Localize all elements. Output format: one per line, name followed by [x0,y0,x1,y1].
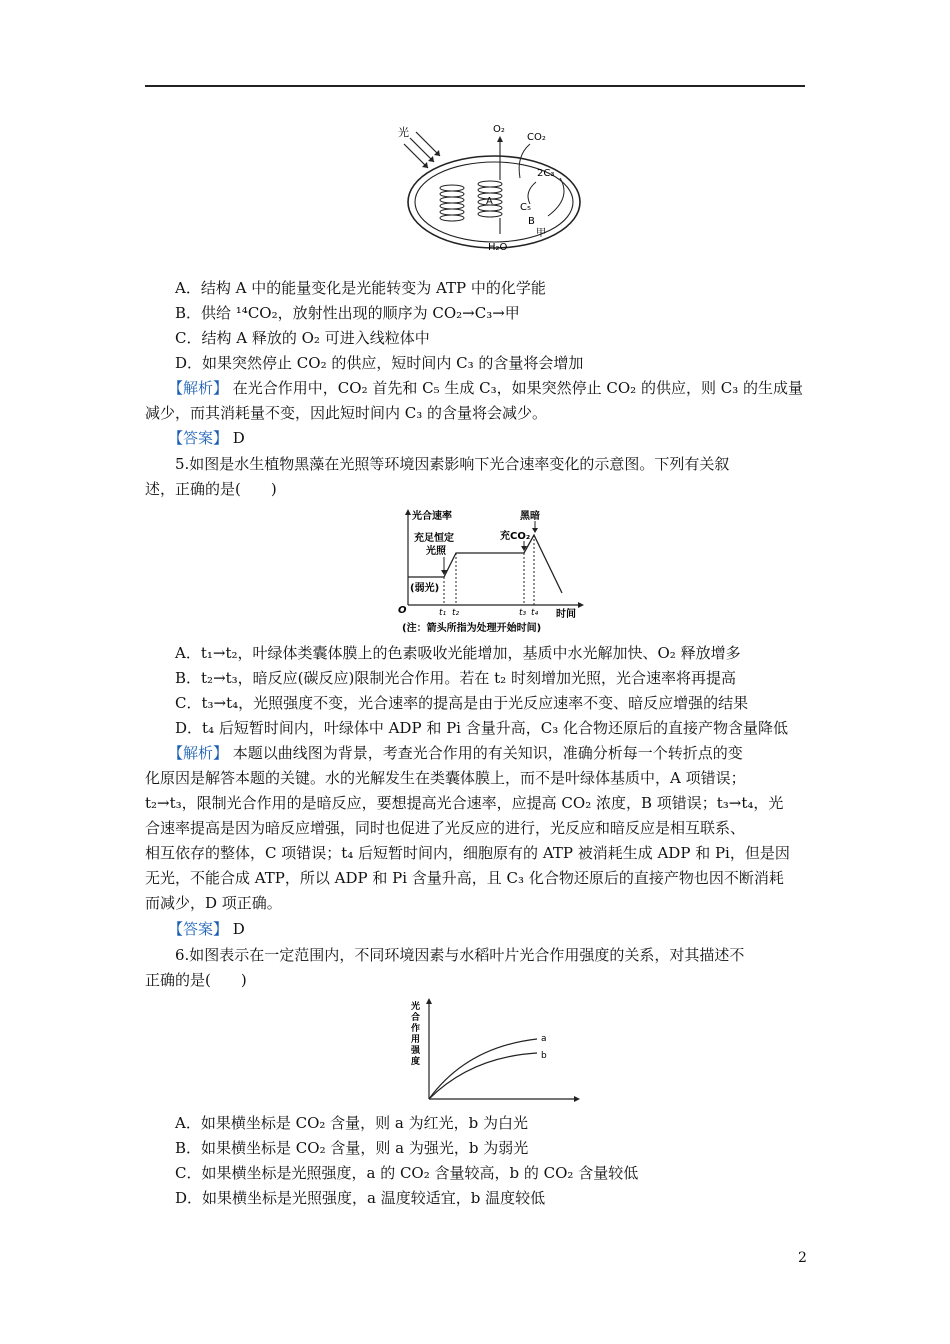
q6-option-b: B．如果横坐标是 CO₂ 含量，则 a 为强光，b 为弱光 [175,1139,529,1157]
page-number: 2 [798,1250,807,1266]
q5-ylabel: 光合速率 [412,511,452,522]
q6-stem-line-1: 6.如图表示在一定范围内，不同环境因素与水稻叶片光合作用强度的关系，对其描述不 [175,946,745,964]
q5-t2: t₂ [452,608,460,618]
q5-analysis-tag: 【解析】 [168,744,229,762]
q6-option-a: A．如果横坐标是 CO₂ 含量，则 a 为红光，b 为白光 [175,1114,529,1132]
q6-option-c: C．如果横坐标是光照强度，a 的 CO₂ 含量较高，b 的 CO₂ 含量较低 [175,1164,639,1182]
q5-analysis-line-2: 化原因是解答本题的关键。水的光解发生在类囊体膜上，而不是叶绿体基质中，A 项错误； [145,769,746,787]
q6-ylabel: 光合作用强度 [411,1002,421,1067]
q5-answer-tag: 【答案】 [168,920,229,938]
q4-option-d: D．如果突然停止 CO₂ 的供应，短时间内 C₃ 的含量将会增加 [175,354,584,372]
q5-origin: O [398,605,407,616]
q5-option-a: A．t₁→t₂，叶绿体类囊体膜上的色素吸收光能增加，基质中水光解加快、O₂ 释放增多 [175,644,741,662]
q5-rate-graph [392,505,592,640]
o2-label: O₂ [493,124,505,135]
q5-stem-line-1: 5.如图是水生植物黑藻在光照等环境因素影响下光合速率变化的示意图。下列有关叙 [175,455,730,473]
q6-curve-b [429,1053,537,1099]
co2-label: CO₂ [527,132,546,143]
h2o-label: H₂O [488,242,508,253]
light-label: 光 [398,126,409,139]
q6-stem-line-2: 正确的是( ) [145,971,247,989]
q5-light-label-2: 光照 [426,546,446,557]
q5-dark-label: 黑暗 [520,511,540,522]
q5-t1: t₁ [439,608,447,618]
q5-option-d: D．t₄ 后短暂时间内，叶绿体中 ADP 和 Pi 含量升高，C₃ 化合物还原后的直接产物含量降低 [175,719,789,737]
q5-light-label-1: 充足恒定 [414,533,454,544]
q4-option-b: B．供给 ¹⁴CO₂，放射性出现的顺序为 CO₂→C₃→甲 [175,304,520,322]
q6-graph [405,995,585,1107]
q5-analysis-line-1: 本题以曲线图为背景，考查光合作用的有关知识，准确分析每一个转折点的变 [232,744,743,762]
jia-label: 甲 [536,228,546,239]
q4-option-a: A．结构 A 中的能量变化是光能转变为 ATP 中的化学能 [175,279,546,297]
q5-analysis-line-7: 而减少，D 项正确。 [145,894,282,912]
q5-analysis-line-6: 无光，不能合成 ATP，所以 ADP 和 Pi 含量升高，且 C₃ 化合物还原后的直接产物也因不断消耗 [145,869,784,887]
q4-answer: D [232,429,245,447]
q5-analysis-line-5: 相互依存的整体，C 项错误；t₄ 后短暂时间内，细胞原有的 ATP 被消耗生成 ADP 和 Pi，但是因 [145,844,790,862]
q4-analysis-line-2: 减少，而其消耗量不变，因此短时间内 C₃ 的含量将会减少。 [145,404,548,422]
q5-co2-label: 充CO₂ [500,531,531,542]
b-label: B [528,216,535,227]
c5-label: C₅ [520,202,531,213]
q5-answer: D [232,920,245,938]
q5-t4: t₄ [531,608,539,618]
q4-analysis-tag: 【解析】 [168,379,229,397]
header-rule [145,85,805,87]
q5-note: (注：箭头所指为处理开始时间) [402,623,542,634]
q4-option-c: C．结构 A 释放的 O₂ 可进入线粒体中 [175,329,430,347]
q5-option-b: B．t₂→t₃，暗反应(碳反应)限制光合作用。若在 t₂ 时刻增加光照，光合速率将再提高 [175,669,736,687]
q4-answer-tag: 【答案】 [168,429,229,447]
q6-curve-a-label: a [541,1034,547,1044]
2c3-label: 2C₃ [537,168,555,179]
q6-curve-a [429,1039,537,1099]
q6-curve-b-label: b [541,1051,547,1061]
q6-option-d: D．如果横坐标是光照强度，a 温度较适宜，b 温度较低 [175,1189,546,1207]
structure-a-label: A [486,196,493,207]
grana-stack-left [440,185,464,221]
q4-analysis-line-1: 在光合作用中，CO₂ 首先和 C₅ 生成 C₃，如果突然停止 CO₂ 的供应，则 C₃ 的生成量 [232,379,803,397]
q5-weak-light: (弱光) [410,583,440,594]
q5-analysis-line-3: t₂→t₃，限制光合作用的是暗反应，要想提高光合速率，应提高 CO₂ 浓度，B 项错误；t₃→t₄，光 [145,794,784,812]
q5-analysis-line-4: 合速率提高是因为暗反应增强，同时也促进了光反应的进行，光反应和暗反应是相互联系、 [145,819,746,837]
q5-option-c: C．t₃→t₄，光照强度不变，光合速率的提高是由于光反应速率不变、暗反应增强的结果 [175,694,749,712]
q5-stem-line-2: 述，正确的是( ) [145,480,277,498]
q5-xlabel: 时间 [556,609,576,620]
q5-t3: t₃ [519,608,527,618]
chloroplast-diagram [390,118,590,253]
